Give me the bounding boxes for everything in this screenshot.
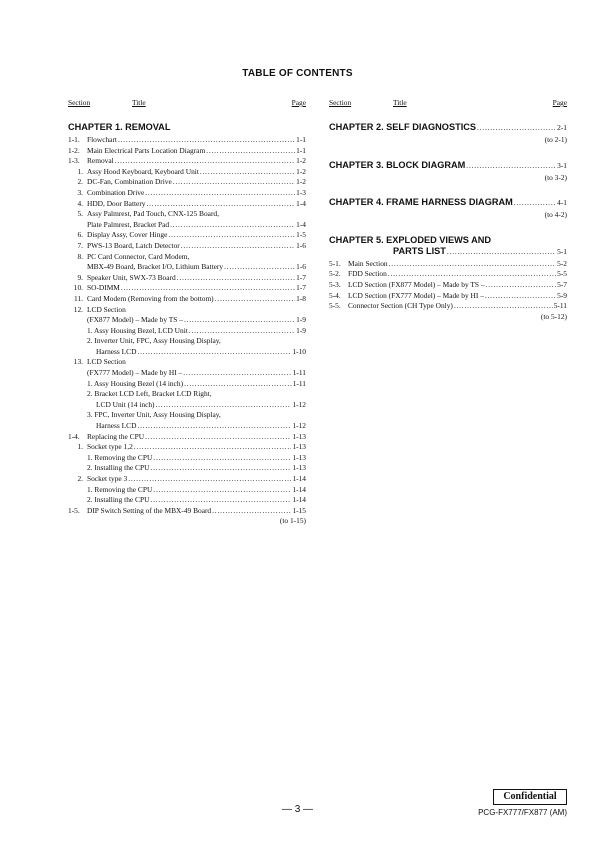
dot-leader xyxy=(118,135,295,146)
chapter-4-page: 4-1 xyxy=(557,198,567,208)
dot-leader xyxy=(153,485,291,496)
dot-leader xyxy=(173,177,295,188)
chapter-5-page: 5-1 xyxy=(557,246,567,256)
toc-sub-entry xyxy=(68,389,306,400)
toc-entry xyxy=(329,259,567,270)
chapter-2-to: (to 2-1) xyxy=(544,135,567,144)
entry-page: 1-6 xyxy=(296,262,306,272)
dot-leader xyxy=(168,230,295,241)
dot-leader xyxy=(153,453,291,464)
sub-entry-title: 1. Assy Housing Bezel (14 inch) xyxy=(87,378,184,388)
entry-page: 5-9 xyxy=(557,290,567,300)
toc-right-column xyxy=(329,98,567,322)
dot-leader xyxy=(486,280,557,291)
entry-title: Socket type 3 xyxy=(87,474,128,483)
entry-page: 1-12 xyxy=(292,399,306,409)
toc-entry-continued xyxy=(68,220,306,231)
entry-title: DIP Switch Setting of the MBX-49 Board xyxy=(87,505,212,515)
toc-entry-continued xyxy=(68,262,306,273)
header-section: Section xyxy=(68,98,91,107)
chapter-5-to: (to 5-12) xyxy=(540,311,567,321)
sub-entry-title: LCD Unit (14 inch) xyxy=(96,399,155,409)
entry-page: 1-13 xyxy=(292,442,306,452)
dot-leader xyxy=(147,199,296,210)
toc-entry xyxy=(68,442,306,453)
entry-number: 13. xyxy=(73,357,83,367)
dot-leader xyxy=(137,347,291,358)
toc-left-entries xyxy=(68,135,306,516)
entry-title: Removal xyxy=(87,156,114,166)
chapter-2-page: 2-1 xyxy=(557,123,567,132)
entry-page: 1-6 xyxy=(296,240,306,250)
entry-number: 1-5. xyxy=(68,505,80,515)
entry-title: Connector Section (CH Type Only) xyxy=(348,301,453,311)
chapter-3-label: CHAPTER 3. BLOCK DIAGRAM xyxy=(329,159,466,170)
entry-page: 5-5 xyxy=(557,269,567,279)
toc-sub-entry-continued xyxy=(68,400,306,411)
entry-number: 7. xyxy=(77,240,83,250)
entry-page: 5-2 xyxy=(557,258,567,268)
sub-entry-title: 3. FPC, Inverter Unit, Assy Housing Display, xyxy=(87,410,221,420)
chapter-3-page: 3-1 xyxy=(557,160,567,170)
dot-leader xyxy=(150,495,291,506)
toc-entry xyxy=(68,167,306,178)
entry-number: 4. xyxy=(77,198,83,208)
entry-number: 5-5. xyxy=(329,301,341,311)
entry-page: 1-9 xyxy=(296,325,306,335)
entry-title: Speaker Unit, SWX-73 Board xyxy=(87,272,176,282)
toc-entry xyxy=(68,432,306,443)
dot-leader xyxy=(184,379,292,390)
dot-leader xyxy=(145,432,291,443)
chapter-2-heading xyxy=(329,122,567,133)
entry-number: 11. xyxy=(74,293,83,303)
dot-leader xyxy=(181,241,295,252)
toc-entry xyxy=(68,209,306,220)
entry-page: 1-14 xyxy=(292,484,306,494)
dot-leader xyxy=(170,220,295,231)
entry-title: DC-Fan, Combination Drive xyxy=(87,177,172,187)
toc-right-entries xyxy=(329,259,567,312)
entry-title: Assy Hood Keyboard, Keyboard Unit xyxy=(87,166,199,176)
entry-page: 1-14 xyxy=(292,474,306,483)
entry-title: LCD Section (FX877 Model) – Made by TS – xyxy=(348,279,485,289)
dot-leader xyxy=(184,315,295,326)
entry-number: 5-1. xyxy=(329,258,341,268)
entry-number: 3. xyxy=(77,187,83,197)
dot-leader xyxy=(145,188,295,199)
toc-sub-entry xyxy=(68,410,306,421)
entry-number: 2. xyxy=(77,177,83,187)
toc-sub-entry-continued xyxy=(68,421,306,432)
chapter-3-to: (to 3-2) xyxy=(544,172,567,182)
chapter-5-label-line1: CHAPTER 5. EXPLODED VIEWS AND xyxy=(329,234,491,245)
entry-number: 2. xyxy=(77,474,83,483)
entry-number: 1-2. xyxy=(68,145,80,155)
dot-leader xyxy=(121,283,295,294)
entry-title: LCD Section (FX777 Model) – Made by HI – xyxy=(348,290,484,300)
entry-page: 1-4 xyxy=(296,198,306,208)
toc-entry xyxy=(68,177,306,188)
chapter-2-label: CHAPTER 2. SELF DIAGNOSTICS xyxy=(329,122,477,132)
entry-page: 1-1 xyxy=(296,135,306,144)
entry-title-cont: Plate Palmrest, Bracket Pad xyxy=(87,219,170,229)
chapter-4-to: (to 4-2) xyxy=(544,210,567,220)
dot-leader xyxy=(215,294,295,305)
column-header xyxy=(68,98,306,116)
header-page: Page xyxy=(552,98,567,107)
dot-leader xyxy=(388,269,556,280)
entry-page: 1-13 xyxy=(292,463,306,473)
toc-sub-entry xyxy=(68,485,306,496)
toc-entry xyxy=(68,357,306,368)
entry-number: 1-3. xyxy=(68,156,80,166)
entry-number: 12. xyxy=(73,304,83,314)
dot-leader xyxy=(454,301,553,312)
entry-page: 1-7 xyxy=(296,272,306,282)
toc-entry xyxy=(68,294,306,305)
sub-entry-title: 1. Removing the CPU xyxy=(87,484,153,494)
entry-title: Combination Drive xyxy=(87,187,145,197)
toc-entry xyxy=(68,241,306,252)
entry-title: Display Assy, Cover Hinge xyxy=(87,230,168,240)
toc-entry xyxy=(329,301,567,312)
entry-title: Replacing the CPU xyxy=(87,431,145,441)
header-title: Title xyxy=(393,98,407,107)
dot-leader xyxy=(115,156,295,167)
entry-title: Flowchart xyxy=(87,135,117,144)
entry-page: 1-4 xyxy=(296,219,306,229)
entry-page: 1-3 xyxy=(296,187,306,197)
entry-title-cont: MBX-49 Board, Bracket I/O, Lithium Battery xyxy=(87,262,224,272)
entry-title: Card Modem (Removing from the bottom) xyxy=(87,293,214,303)
entry-title: FDD Section xyxy=(348,269,387,279)
entry-page: 1-2 xyxy=(296,156,306,166)
dot-leader xyxy=(183,368,291,379)
toc-entry xyxy=(68,506,306,517)
entry-number: 10. xyxy=(73,283,83,293)
entry-title: PC Card Connector, Card Modem, xyxy=(87,251,190,261)
confidential-stamp: Confidential xyxy=(493,789,567,805)
entry-number: 1. xyxy=(77,442,83,452)
entry-page: 1-11 xyxy=(292,368,306,378)
dot-leader xyxy=(189,326,295,337)
toc-entry xyxy=(68,305,306,316)
header-section: Section xyxy=(329,98,352,107)
toc-sub-entry xyxy=(68,495,306,506)
entry-title: Assy Palmrest, Pad Touch, CNX-125 Board, xyxy=(87,209,219,219)
dot-leader xyxy=(212,506,291,517)
entry-title: LCD Section xyxy=(87,357,126,367)
toc-entry xyxy=(68,188,306,199)
toc-entry xyxy=(329,269,567,280)
page-title: TABLE OF CONTENTS xyxy=(242,68,353,79)
entry-page: 1-8 xyxy=(296,293,306,303)
sub-entry-title: 2. Inverter Unit, FPC, Assy Housing Display, xyxy=(87,336,221,346)
entry-page: 1-9 xyxy=(296,315,306,325)
sub-entry-title: Harness LCD xyxy=(96,346,137,356)
dot-leader xyxy=(150,463,291,474)
chapter-5-label2: PARTS LIST xyxy=(393,245,446,256)
toc-entry xyxy=(329,280,567,291)
toc-entry xyxy=(68,474,306,485)
toc-entry xyxy=(68,135,306,146)
toc-sub-entry xyxy=(68,463,306,474)
toc-entry xyxy=(68,156,306,167)
entry-title: Main Electrical Parts Location Diagram xyxy=(87,145,206,155)
chapter-4-heading xyxy=(329,197,567,208)
toc-entry xyxy=(68,283,306,294)
entry-page: 1-10 xyxy=(292,346,306,356)
entry-page: 1-2 xyxy=(296,177,306,187)
toc-sub-entry xyxy=(68,368,306,379)
entry-page: 1-5 xyxy=(296,230,306,240)
chapter-1-heading: CHAPTER 1. REMOVAL xyxy=(68,122,171,132)
entry-number: 6. xyxy=(77,230,83,240)
sub-entry-title: 2. Bracket LCD Left, Bracket LCD Right, xyxy=(87,389,212,399)
sub-entry-title: 2. Installing the CPU xyxy=(87,463,150,473)
toc-to-range: (to 1-15) xyxy=(279,516,306,526)
sub-entry-title: (FX777 Model) – Made by HI – xyxy=(87,368,183,378)
entry-title: Main Section xyxy=(348,258,388,268)
sub-entry-title: 2. Installing the CPU xyxy=(87,495,150,505)
entry-number: 5. xyxy=(77,209,83,219)
sub-entry-title: 1. Removing the CPU xyxy=(87,452,153,462)
entry-title: SO-DIMM xyxy=(87,283,120,293)
toc-sub-entry xyxy=(68,315,306,326)
sub-entry-title: 1. Assy Housing Bezel, LCD Unit xyxy=(87,325,188,335)
dot-leader xyxy=(177,273,295,284)
dot-leader xyxy=(128,474,291,485)
entry-page: 1-2 xyxy=(296,166,306,176)
entry-page: 1-11 xyxy=(292,378,306,388)
toc-entry xyxy=(68,146,306,157)
entry-number: 1-4. xyxy=(68,431,80,441)
dot-leader xyxy=(200,167,295,178)
toc-entry xyxy=(68,273,306,284)
entry-title: PWS-13 Board, Latch Detector xyxy=(87,240,180,250)
chapter-5-label-line2 xyxy=(329,246,567,257)
toc-sub-entry xyxy=(68,326,306,337)
dot-leader xyxy=(134,442,292,453)
entry-page: 1-13 xyxy=(292,431,306,441)
sub-entry-title: Harness LCD xyxy=(96,421,137,431)
entry-number: 9. xyxy=(77,272,83,282)
entry-page: 5-7 xyxy=(557,279,567,289)
page-number: — 3 — xyxy=(281,804,314,815)
chapter-4-label: CHAPTER 4. FRAME HARNESS DIAGRAM xyxy=(329,197,513,208)
entry-title: Socket type 1,2 xyxy=(87,442,133,452)
dot-leader xyxy=(206,146,295,157)
header-page: Page xyxy=(291,98,306,107)
entry-number: 8. xyxy=(77,251,83,261)
toc-sub-entry-continued xyxy=(68,347,306,358)
column-header xyxy=(329,98,567,116)
entry-title: HDD, Door Battery xyxy=(87,198,146,208)
toc-entry xyxy=(68,199,306,210)
toc-left-column xyxy=(68,98,306,527)
chapter-5-heading xyxy=(329,235,567,257)
entry-page: 1-13 xyxy=(292,452,306,462)
entry-number: 5-4. xyxy=(329,290,341,300)
chapter-3-heading xyxy=(329,160,567,171)
entry-number: 1. xyxy=(77,166,83,176)
toc-entry xyxy=(68,252,306,263)
entry-title: LCD Section xyxy=(87,304,126,314)
model-number: PCG-FX777/FX877 (AM) xyxy=(478,808,567,817)
entry-number: 5-3. xyxy=(329,279,341,289)
entry-page: 1-14 xyxy=(292,495,306,505)
dot-leader xyxy=(137,421,291,432)
toc-sub-entry xyxy=(68,379,306,390)
dot-leader xyxy=(224,262,295,273)
toc-sub-entry xyxy=(68,336,306,347)
header-title: Title xyxy=(132,98,146,107)
dot-leader xyxy=(389,259,557,270)
entry-page: 5-11 xyxy=(553,301,567,311)
entry-page: 1-7 xyxy=(296,283,306,293)
toc-entry xyxy=(329,291,567,302)
dot-leader xyxy=(485,291,556,302)
entry-page: 1-1 xyxy=(296,145,306,155)
toc-entry xyxy=(68,230,306,241)
toc-sub-entry xyxy=(68,453,306,464)
entry-number: 5-2. xyxy=(329,269,341,279)
entry-number: 1-1. xyxy=(68,135,80,144)
sub-entry-title: (FX877 Model) – Made by TS – xyxy=(87,315,183,325)
entry-page: 1-15 xyxy=(292,505,306,515)
entry-page: 1-12 xyxy=(292,421,306,431)
dot-leader xyxy=(156,400,292,411)
